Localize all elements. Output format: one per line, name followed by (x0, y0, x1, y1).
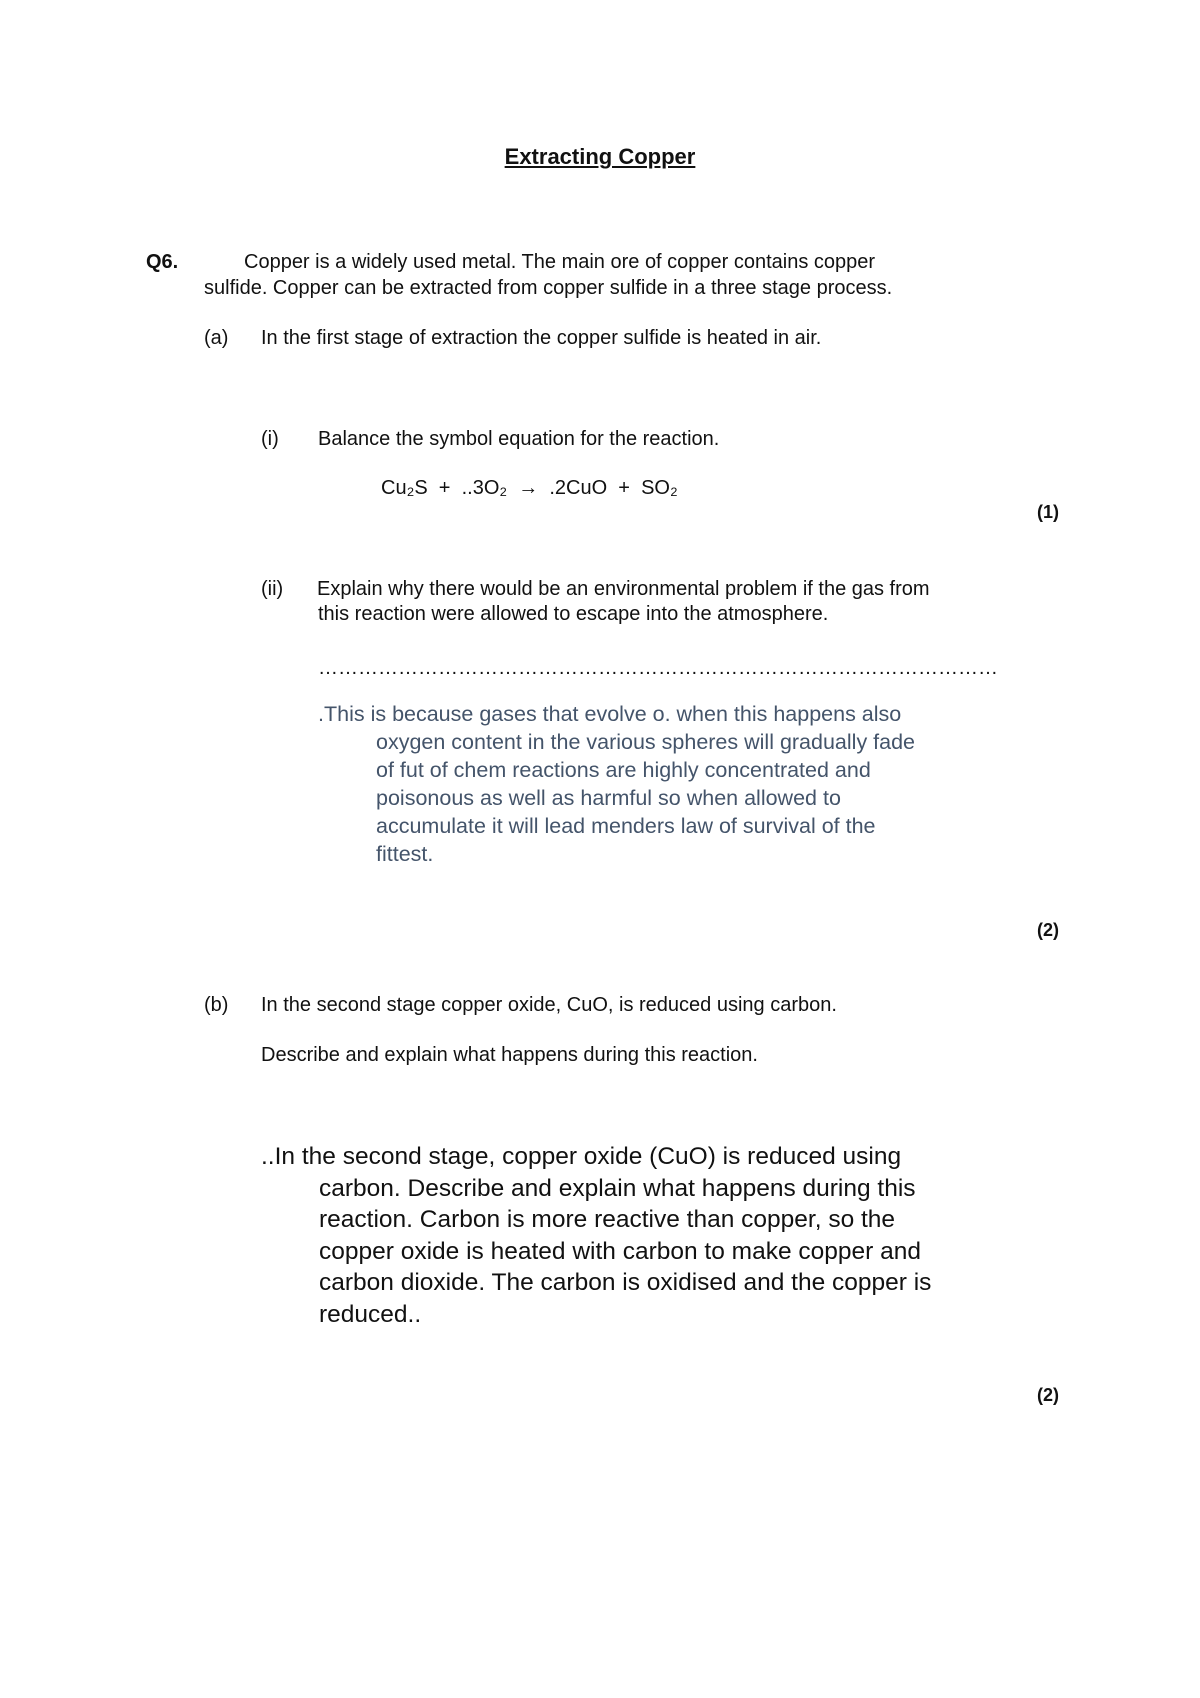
answer-b (261, 1141, 931, 1330)
answer-b-line: copper oxide is heated with carbon to make copper and (319, 1237, 921, 1265)
answer-b-line: ..In the second stage, copper oxide (CuO) is reduced using (261, 1143, 902, 1170)
question-intro-line2: sulfide. Copper can be extracted from copper sulfide in a three stage process. (204, 277, 893, 299)
question-number: Q6. (146, 251, 179, 273)
part-b-label: (b) (204, 994, 229, 1016)
answer-a-ii-line: fittest. (376, 842, 434, 866)
part-b-instruction: Describe and explain what happens during this reaction. (261, 1044, 758, 1066)
answer-a-ii-line: poisonous as well as harmful so when allowed to (376, 786, 841, 810)
question-intro-line1: Copper is a widely used metal. The main ore of copper contains copper (244, 251, 876, 273)
page-title: Extracting Copper (504, 144, 696, 169)
part-a-ii-marks: (2) (1037, 920, 1059, 940)
part-b-marks: (2) (1037, 1385, 1059, 1405)
part-a-ii-text-line2: this reaction were allowed to escape into the atmosphere. (318, 603, 829, 625)
answer-b-line: carbon dioxide. The carbon is oxidised and the copper is (319, 1269, 932, 1296)
part-b-text: In the second stage copper oxide, CuO, is reduced using carbon. (261, 994, 837, 1016)
answer-a-ii-line: .This is because gases that evolve o. when this happens also (318, 702, 902, 726)
answer-b-line: carbon. Describe and explain what happens during this (319, 1174, 916, 1202)
answer-b-line: reduced.. (319, 1300, 422, 1328)
part-a-i-text: Balance the symbol equation for the reaction. (318, 428, 720, 450)
part-a-ii-label: (ii) (261, 578, 284, 600)
answer-b-line: reaction. Carbon is more reactive than copper, so the (319, 1206, 896, 1233)
answer-a-ii-line: accumulate it will lead menders law of survival of the (376, 814, 876, 838)
part-a-label: (a) (204, 327, 229, 349)
part-a-i-label: (i) (261, 428, 279, 450)
part-a-ii-text-line1: Explain why there would be an environmental problem if the gas from (317, 578, 930, 600)
answer-a-ii (318, 700, 915, 868)
answer-a-ii-line: oxygen content in the various spheres will gradually fade (376, 730, 916, 754)
answer-a-ii-line: of fut of chem reactions are highly concentrated and (376, 758, 871, 782)
part-a-i-marks: (1) (1037, 502, 1059, 522)
part-a-text: In the first stage of extraction the copper sulfide is heated in air. (261, 327, 822, 349)
answer-dotted-line: ………………………………………………………………………………………… (318, 657, 998, 679)
balanced-equation: Cu₂S + ..3O₂ → .2CuO + SO₂ (381, 477, 678, 499)
